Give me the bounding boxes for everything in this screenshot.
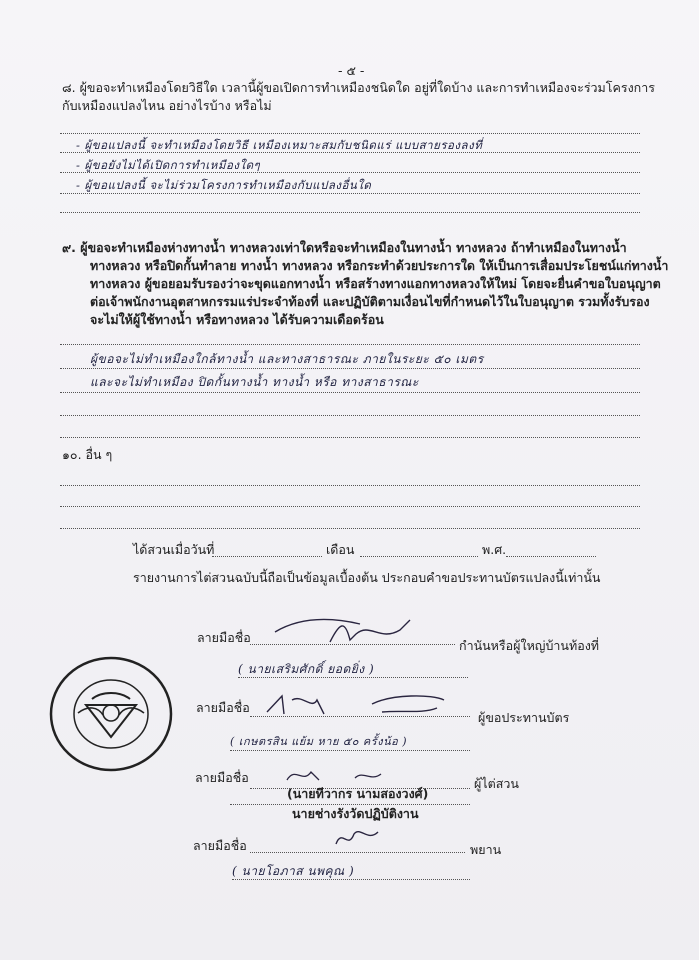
signature-label: ลายมือชื่อ — [197, 630, 251, 645]
year-blank — [506, 556, 596, 557]
signature-label: ลายมือชื่อ — [193, 838, 247, 853]
name-line — [238, 677, 468, 678]
survey-year-label: พ.ศ. — [482, 542, 507, 557]
section9-question-line2: ทางหลวง หรือปิดกั้นทำลาย ทางน้ำ ทางหลวง หรือกระทำด้วยประการใด ให้เป็นการเสื่อมประโยชน์แก่ทางน้ำ — [90, 258, 669, 273]
section9-question-line3: ทางหลวง ผู้ขอยอมรับรองว่าจะขุดแอกทางน้ำ หรือสร้างทางแอกทางหลวงให้ใหม่ โดยจะยื่นคำขอใบอนุญาต — [90, 276, 661, 291]
section8-answer-1: - ผู้ขอแปลงนี้ จะทำเหมืองโดยวิธี เหมืองเหมาะสมกับชนิดแร่ แบบสายรองลงที่ — [76, 138, 483, 152]
signature-role-village-head: กำนันหรือผู้ใหญ่บ้านท้องที่ — [459, 638, 600, 653]
answer-line — [60, 392, 640, 393]
signature-role-applicant: ผู้ขอประทานบัตร — [478, 710, 570, 725]
answer-line — [60, 437, 640, 438]
section8-question-line1: ๘. ผู้ขอจะทำเหมืองโดยวิธีใด เวลานี้ผู้ขอเปิดการทำเหมืองชนิดใด อยู่ที่ใดบ้าง และการทำเหมืองจะร่วมโครงการ — [62, 80, 655, 95]
signature-role-witness: พยาน — [470, 842, 502, 857]
signature-line — [250, 852, 465, 853]
signature-mark — [285, 764, 405, 786]
answer-line — [60, 485, 640, 486]
surveyor-position: นายช่างรังวัดปฏิบัติงาน — [292, 806, 419, 821]
section9-answer-1: ผู้ขอจะไม่ทำเหมืองใกล้ทางน้ำ และทางสาธารณะ ภายในระยะ ๕๐ เมตร — [90, 352, 484, 366]
signature-name-1: ( นายเสริมศักดิ์ ยอดยิ่ง ) — [238, 662, 375, 676]
answer-line — [60, 344, 640, 345]
survey-date-label: ได้สวนเมื่อวันที่ — [133, 542, 215, 557]
name-line — [230, 750, 470, 751]
survey-report-note: รายงานการไต่สวนฉบับนี้ถือเป็นข้อมูลเบื้องต้น ประกอบคำขอประทานบัตรแปลงนี้เท่านั้น — [133, 570, 601, 585]
answer-line — [60, 528, 640, 529]
name-line — [230, 804, 470, 805]
company-seal-stamp — [48, 655, 174, 773]
page-number: - ๕ - — [338, 63, 365, 78]
signature-mark — [262, 690, 452, 724]
signature-name-2: ( เกษตรสิน แย้ม หาย ๕๐ ครั้งน้อ ) — [230, 735, 407, 748]
section9-question-line4: ต่อเจ้าพนักงานอุตสาหกรรมแร่ประจำท้องที่ และปฏิบัติตามเงื่อนไขที่กำหนดไว้ในใบอนุญาต รวมทั้งรับรอง — [90, 294, 650, 309]
answer-line — [60, 212, 640, 213]
section8-answer-3: - ผู้ขอแปลงนี้ จะไม่ร่วมโครงการทำเหมืองกับแปลงอื่นใด — [76, 178, 372, 192]
surveyor-name: (นายทีวากร นามสองวงศ์) — [287, 786, 429, 801]
section9-question-line1: ๙. ผู้ขอจะทำเหมืองห่างทางน้ำ ทางหลวงเท่าใดหรือจะทำเหมืองในทางน้ำ ทางหลวง ถ้าทำเหมืองในทางน้ำ — [62, 240, 627, 255]
survey-month-label: เดือน — [326, 542, 355, 557]
section9-question-line5: จะไม่ให้ผู้ใช้ทางน้ำ หรือทางหลวง ได้รับความเดือดร้อน — [90, 312, 384, 327]
signature-mark — [270, 612, 450, 652]
signature-role-surveyor: ผู้ไต่สวน — [474, 776, 519, 791]
signature-name-4: ( นายโอภาส นพคุณ ) — [232, 864, 355, 878]
answer-line — [60, 415, 640, 416]
section10-label: ๑๐. อื่น ๆ — [62, 447, 113, 462]
answer-line — [60, 133, 640, 134]
section9-answer-2: และจะไม่ทำเหมือง ปิดกั้นทางน้ำ ทางน้ำ หรือ ทางสาธารณะ — [90, 375, 419, 389]
answer-line — [60, 506, 640, 507]
section8-answer-2: - ผู้ขอยังไม่ได้เปิดการทำเหมืองใดๆ — [76, 158, 261, 172]
section8-question-line2: กับเหมืองแปลงไหน อย่างไรบ้าง หรือไม่ — [62, 98, 272, 113]
month-blank — [360, 556, 478, 557]
signature-label: ลายมือชื่อ — [195, 770, 249, 785]
signature-mark — [332, 824, 382, 852]
date-blank — [212, 556, 322, 557]
name-line — [232, 879, 470, 880]
signature-label: ลายมือชื่อ — [196, 700, 250, 715]
